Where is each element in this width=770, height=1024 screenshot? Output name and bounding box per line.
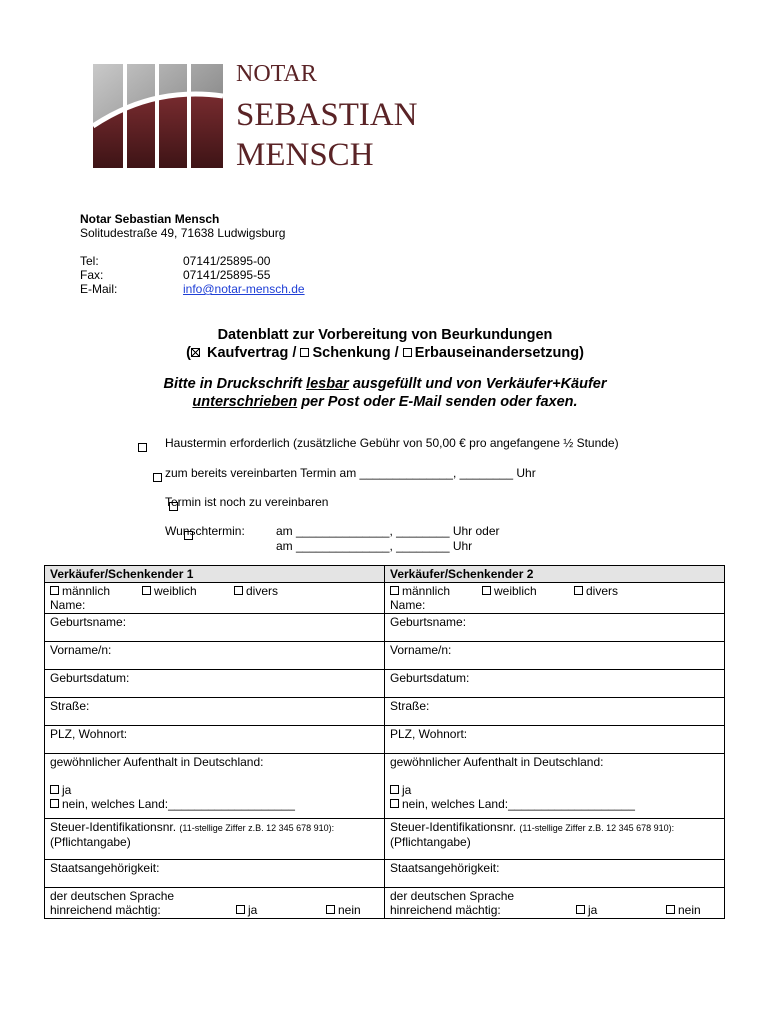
checkbox-residence-yes-1-icon[interactable] [50, 785, 59, 794]
german-yes-label: ja [588, 903, 598, 917]
german-cell-2 [385, 888, 725, 919]
german-label-2: hinreichend mächtig: [390, 903, 501, 917]
firstnames-cell-1[interactable]: Vorname/n: [45, 642, 385, 670]
option-wunschtermin-label: Wunschtermin: [165, 524, 245, 538]
sender-address: Solitudestraße 49, 71638 Ludwigsburg [80, 226, 286, 240]
logo-line-mensch: MENSCH [236, 137, 374, 173]
residence-label: gewöhnlicher Aufenthalt in Deutschland: [50, 755, 264, 769]
logo-emblem [93, 64, 223, 168]
checkbox-residence-no-2-icon[interactable] [390, 799, 399, 808]
col1-header: Verkäufer/Schenkender 1 [45, 566, 385, 583]
instruction-text-2: ausgefüllt und von Verkäufer+Käufer [348, 376, 607, 392]
instruction-text-1: Bitte in Druckschrift [163, 376, 307, 392]
gender-diverse-label: divers [586, 584, 619, 598]
birthname-cell-1[interactable]: Geburtsname: [45, 614, 385, 642]
name-label: Name: [50, 598, 86, 612]
checkbox-male-2-icon[interactable] [390, 586, 399, 595]
residence-cell-2 [385, 754, 725, 819]
residence-yes-label: ja [62, 783, 72, 797]
checkbox-kaufvertrag-checked-icon[interactable] [191, 348, 200, 357]
gender-female-label: weiblich [154, 584, 197, 598]
zip-city-cell-2[interactable]: PLZ, Wohnort: [385, 726, 725, 754]
logo [93, 62, 438, 172]
firstnames-cell-2[interactable]: Vorname/n: [385, 642, 725, 670]
option-noch-zu-vereinbaren: Termin ist noch zu vereinbaren [165, 495, 329, 509]
col2-header: Verkäufer/Schenkender 2 [385, 566, 725, 583]
option-kaufvertrag: Kaufvertrag / [206, 345, 297, 361]
checkbox-diverse-1-icon[interactable] [234, 586, 243, 595]
residence-no-option [390, 797, 719, 811]
instruction-lesbar: lesbar [306, 376, 349, 392]
checkbox-residence-yes-2-icon[interactable] [390, 785, 399, 794]
email-link[interactable]: info@notar-mensch.de [183, 282, 305, 296]
option-schenkung: Schenkung / [312, 345, 399, 361]
taxid-label: Steuer-Identifikationsnr. [390, 820, 517, 834]
document-title: Datenblatt zur Vorbereitung von Beurkundungen [217, 327, 553, 343]
gender-male-label: männlich [402, 584, 451, 598]
gender-options-2 [390, 584, 719, 598]
residence-cell-1 [45, 754, 385, 819]
checkbox-residence-no-1-icon[interactable] [50, 799, 59, 808]
document-type-line [0, 345, 770, 361]
seller-data-table [44, 565, 725, 919]
gender-female-label: weiblich [494, 584, 537, 598]
street-cell-1[interactable]: Straße: [45, 698, 385, 726]
logo-line-sebastian: SEBASTIAN [236, 97, 418, 133]
checkbox-female-1-icon[interactable] [142, 586, 151, 595]
checkbox-schenkung-icon[interactable] [300, 348, 309, 357]
gender-diverse-label: divers [246, 584, 279, 598]
wunschtermin-line-1: am ______________, ________ Uhr oder [276, 524, 500, 538]
gender-options-1 [50, 584, 379, 598]
checkbox-german-no-1-icon[interactable] [326, 905, 335, 914]
residence-no-label: nein, welches Land:___________________ [62, 797, 295, 811]
taxid-hint: (11-stellige Ziffer z.B. 12 345 678 910): [519, 823, 675, 833]
residence-no-label: nein, welches Land:___________________ [402, 797, 635, 811]
option-haustermin: Haustermin erforderlich (zusätzliche Gebühr von 50,00 € pro angefangene ½ Stunde) [165, 436, 619, 450]
german-line-2 [50, 903, 379, 917]
instruction-line-2 [0, 393, 770, 412]
checkbox-female-2-icon[interactable] [482, 586, 491, 595]
paren-open: ( [186, 345, 191, 361]
option-vereinbarter-termin: zum bereits vereinbarten Termin am ______________, ________ Uhr [165, 466, 536, 480]
taxid-label: Steuer-Identifikationsnr. [50, 820, 177, 834]
german-label-1: der deutschen Sprache [390, 889, 515, 903]
zip-city-cell-1[interactable]: PLZ, Wohnort: [45, 726, 385, 754]
option-erbauseinandersetzung: Erbauseinandersetzung) [414, 345, 584, 361]
gender-name-cell-1 [45, 583, 385, 614]
checkbox-male-1-icon[interactable] [50, 586, 59, 595]
taxid-mandatory: (Pflichtangabe) [390, 835, 471, 849]
street-cell-2[interactable]: Straße: [385, 698, 725, 726]
gender-male-label: männlich [62, 584, 111, 598]
taxid-label-line [390, 820, 719, 835]
german-no-label: nein [678, 903, 701, 917]
fax-value: 07141/25895-55 [183, 268, 271, 282]
birthdate-cell-1[interactable]: Geburtsdatum: [45, 670, 385, 698]
logo-line-notar: NOTAR [236, 61, 317, 87]
checkbox-diverse-2-icon[interactable] [574, 586, 583, 595]
german-no-label: nein [338, 903, 361, 917]
residence-no-option [50, 797, 379, 811]
birthdate-cell-2[interactable]: Geburtsdatum: [385, 670, 725, 698]
german-yes-label: ja [248, 903, 258, 917]
tel-label: Tel: [80, 254, 99, 268]
checkbox-haustermin-icon[interactable] [138, 443, 147, 452]
checkbox-erbauseinandersetzung-icon[interactable] [403, 348, 412, 357]
german-line-2 [390, 903, 719, 917]
wunschtermin-line-2: am ______________, ________ Uhr [276, 539, 473, 553]
taxid-cell-2[interactable] [385, 819, 725, 860]
german-label-2: hinreichend mächtig: [50, 903, 161, 917]
citizenship-cell-1[interactable]: Staatsangehörigkeit: [45, 860, 385, 888]
instruction-line-1 [0, 375, 770, 394]
sender-name: Notar Sebastian Mensch [80, 212, 220, 226]
birthname-cell-2[interactable]: Geburtsname: [385, 614, 725, 642]
residence-yes-label: ja [402, 783, 412, 797]
gender-name-cell-2 [385, 583, 725, 614]
checkbox-german-yes-1-icon[interactable] [236, 905, 245, 914]
tel-value: 07141/25895-00 [183, 254, 271, 268]
german-cell-1 [45, 888, 385, 919]
taxid-label-line [50, 820, 379, 835]
residence-yes-option [50, 783, 379, 797]
residence-label: gewöhnlicher Aufenthalt in Deutschland: [390, 755, 604, 769]
name-label: Name: [390, 598, 426, 612]
instruction-text-3: per Post oder E-Mail senden oder faxen. [297, 394, 578, 410]
checkbox-german-no-2-icon[interactable] [666, 905, 675, 914]
email-label: E-Mail: [80, 282, 118, 296]
taxid-hint: (11-stellige Ziffer z.B. 12 345 678 910): [179, 823, 335, 833]
citizenship-cell-2[interactable]: Staatsangehörigkeit: [385, 860, 725, 888]
taxid-cell-1[interactable] [45, 819, 385, 860]
german-label-1: der deutschen Sprache [50, 889, 175, 903]
taxid-mandatory: (Pflichtangabe) [50, 835, 131, 849]
checkbox-german-yes-2-icon[interactable] [576, 905, 585, 914]
fax-label: Fax: [80, 268, 104, 282]
checkbox-vereinbart-icon[interactable] [153, 473, 162, 482]
instruction-unterschrieben: unterschrieben [192, 394, 298, 410]
residence-yes-option [390, 783, 719, 797]
